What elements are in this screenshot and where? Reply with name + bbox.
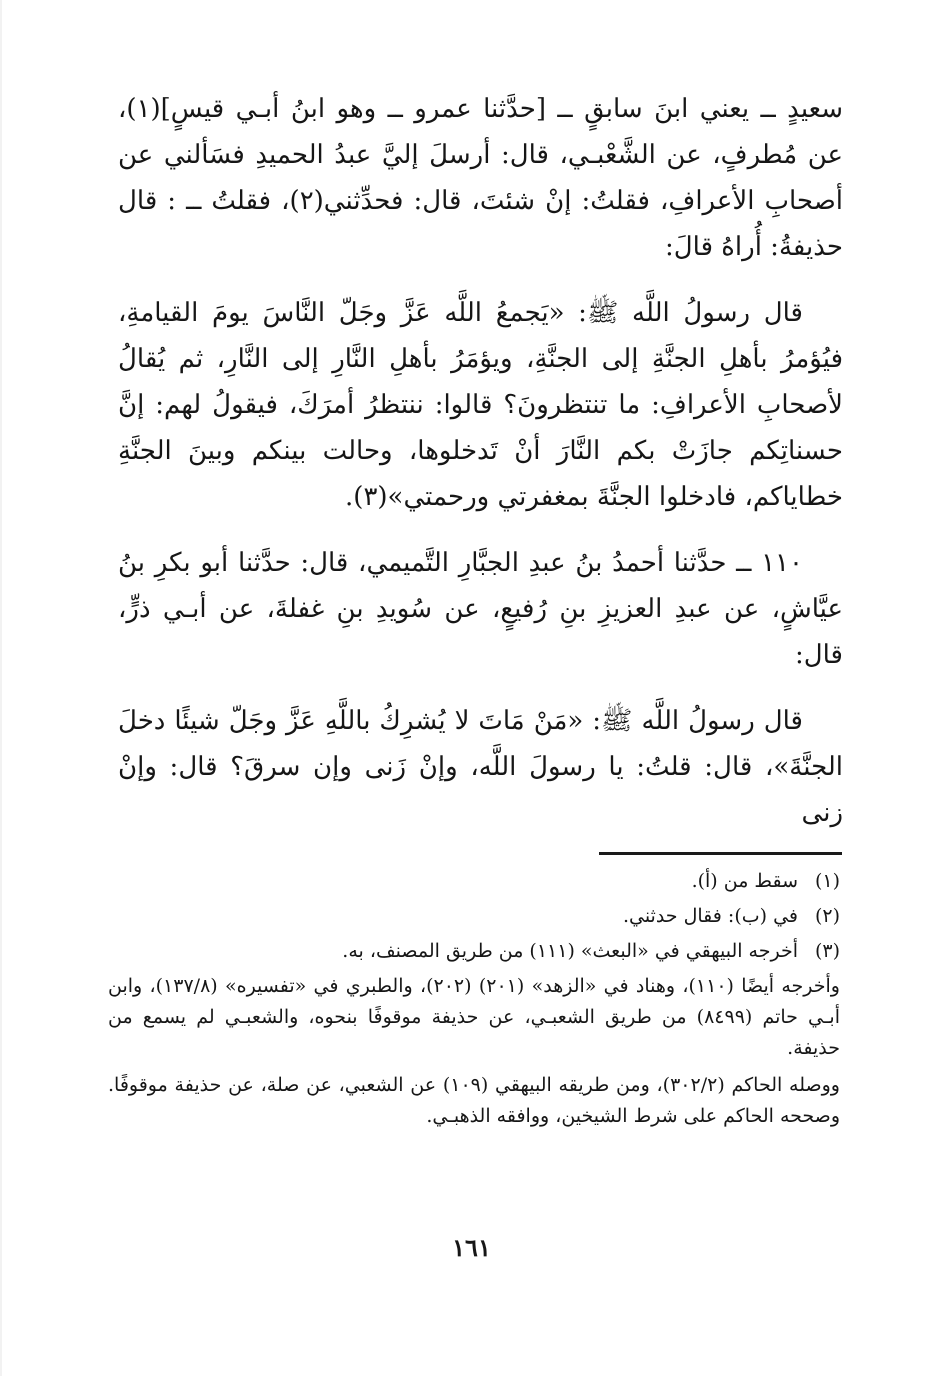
footnote-item — [108, 901, 840, 932]
main-text-body — [118, 86, 843, 856]
footnote-item — [108, 936, 840, 967]
footnote-item — [108, 866, 840, 897]
footnote-text: سقط من (أ). — [691, 870, 798, 892]
paragraph-hadith-110-matn: قال رسولُ اللَّه ﷺ: «مَنْ مَاتَ لا يُشرِكُ باللَّهِ عَزَّ وجَلّ شيئًا دخلَ الجنَّةَ»، قال: قلتُ: يا رسولَ اللَّه، وإنْ زَنى وإن سرقَ؟ قال: وإنْ زنى — [118, 706, 843, 828]
page-number: ١٦١ — [452, 1233, 491, 1262]
paragraph-isnad-continuation: سعيدٍ ــ يعني ابنَ سابقٍ ــ [حدَّثنا عمرو ــ وهو ابنُ أبـي قيسٍ](١)، عن مُطرفٍ، عن الشَّعْبـي، قال: أرسلَ إليَّ عبدُ الحميدِ فسَألني عن أصحابِ الأعرافِ، فقلتُ: إنْ شئتَ، قال: فحدِّثني(٢)، فقلتُ ــ : قال حذيفةُ: أُراهُ قالَ: — [118, 94, 843, 262]
footnote-text: في (ب): فقال حدثني. — [622, 905, 798, 927]
footnote-separator — [599, 852, 842, 855]
paragraph-hadith-110-isnad: ١١٠ ــ حدَّثنا أحمدُ بنُ عبدِ الجبَّارِ التَّميمي، قال: حدَّثنا أبو بكرِ بنُ عيَّاشٍ، عن عبدِ العزيزِ بنِ رُفيعٍ، عن سُويدِ بنِ غفلةَ، عن أبـي ذرٍّ، قال: — [118, 548, 843, 670]
footnote-number: (٢) — [814, 905, 840, 927]
footnote-text: أخرجه البيهقي في «البعث» (١١١) من طريق المصنف، به. — [342, 940, 798, 962]
paragraph-hadith-araf: قال رسولُ اللَّه ﷺ: «يَجمعُ اللَّه عَزَّ وجَلّ النَّاسَ يومَ القيامةِ، فيُؤمرُ بأهلِ الجنَّةِ إلى الجنَّةِ، ويؤمَرُ بأهلِ النَّارِ إلى النَّارِ، ثم يُقالُ لأصحابِ الأعرافِ: ما تنتظرونَ؟ قالوا: ننتظرُ أمرَكَ، فيقولُ لهم: إنَّ حسناتِكم جازَتْ بكم النَّارَ أنْ تَدخلوها، وحالت بينكم وبينَ الجنَّةِ خطاياكم، فادخلوا الجنَّةَ بمغفرتي ورحمتي»(٣). — [118, 298, 843, 512]
footnote-number: (٣) — [814, 940, 840, 962]
footnote-number: (١) — [814, 870, 840, 892]
footnote-continuation: ووصله الحاكم (٣٠٢/٢)، ومن طريقه البيهقي (١٠٩) عن الشعبي، عن صلة، عن حذيفة موقوفًا. وصححه الحاكم على شرط الشيخين، ووافقه الذهبـي. — [108, 1074, 840, 1127]
footnote-continuation: وأخرجه أيضًا (١١٠)، وهناد في «الزهد» (٢٠١) (٢٠٢)، والطبري في «تفسيره» (١٣٧/٨)، وابن أبـي حاتم (٨٤٩٩) من طريق الشعبـي، عن حذيفة موقوفًا بنحوه، والشعبـي لم يسمع من حذيفة. — [108, 975, 841, 1059]
footnotes-section — [108, 866, 840, 1138]
page-edge-shadow — [0, 0, 2, 1376]
